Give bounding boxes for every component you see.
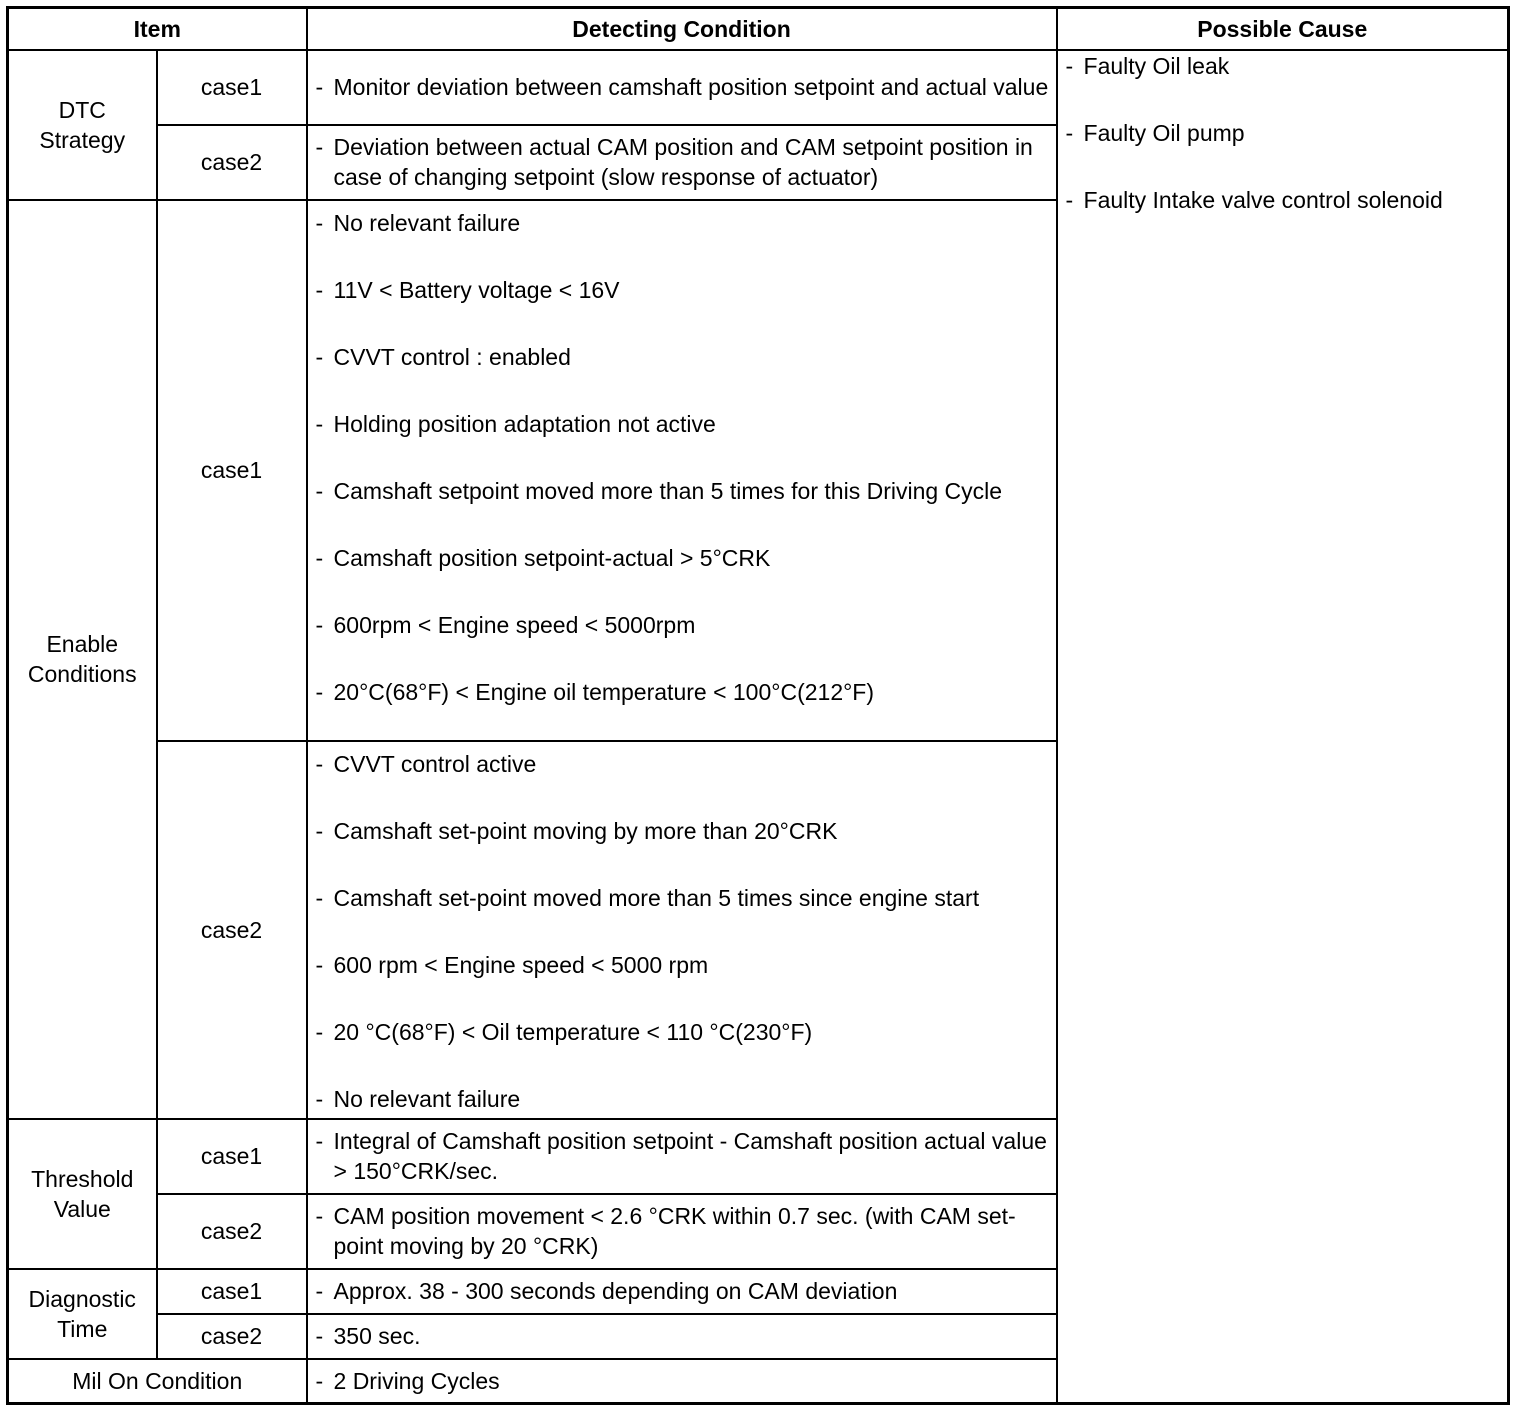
list-item: - CAM position movement < 2.6 °CRK within 0.7 sec. (with CAM set-point moving by 20 °CRK) [315,1203,1016,1259]
list-item: - Camshaft setpoint moved more than 5 times for this Driving Cycle [315,477,1003,504]
list-item: - 2 Driving Cycles [315,1367,500,1394]
dtc-strategy-label: DTC Strategy [8,50,157,200]
list-item: - Camshaft position setpoint-actual > 5°CRK [315,544,771,571]
threshold-case2-condition [307,1194,1057,1269]
list-item: - Deviation between actual CAM position and CAM setpoint position in case of changing setpoint (slow response of actuator) [315,134,1033,190]
list-item: - No relevant failure [315,1085,521,1112]
threshold-case1-label: case1 [157,1119,307,1194]
cause-item: - Faulty Oil leak [1065,52,1230,79]
header-detecting-condition: Detecting Condition [307,8,1057,50]
header-possible-cause: Possible Cause [1057,8,1509,50]
list-item: - 20°C(68°F) < Engine oil temperature < 100°C(212°F) [315,678,875,705]
dtc-case1-condition [307,50,1057,125]
diag-case1-label: case1 [157,1269,307,1314]
threshold-case2-label: case2 [157,1194,307,1269]
mil-on-condition-label: Mil On Condition [8,1359,307,1404]
cause-item: - Faulty Oil pump [1065,119,1245,146]
enable-case1-label: case1 [157,200,307,741]
diag-case2-condition [307,1314,1057,1359]
list-item: - 600rpm < Engine speed < 5000rpm [315,611,696,638]
enable-case2-conditions [307,741,1057,1119]
cause-item: - Faulty Intake valve control solenoid [1065,186,1443,213]
diag-case2-label: case2 [157,1314,307,1359]
diag-case1-condition [307,1269,1057,1314]
enable-conditions-label: Enable Conditions [8,200,157,1119]
diagnostic-time-label: Diagnostic Time [8,1269,157,1359]
list-item: - CVVT control active [315,750,537,777]
possible-cause-cell [1057,50,1509,1404]
possible-cause-list [1066,51,1508,1403]
list-item: - Monitor deviation between camshaft position setpoint and actual value [315,74,1049,100]
threshold-case1-condition [307,1119,1057,1194]
list-item: - CVVT control : enabled [315,343,571,370]
header-item: Item [8,8,307,50]
header-row [8,8,1509,50]
mil-condition [307,1359,1057,1404]
threshold-value-label: Threshold Value [8,1119,157,1269]
list-item: - Approx. 38 - 300 seconds depending on CAM deviation [315,1278,898,1304]
list-item: - Camshaft set-point moving by more than 20°CRK [315,817,838,844]
list-item: - 350 sec. [315,1323,421,1349]
dtc-case1-label: case1 [157,50,307,125]
list-item: - Holding position adaptation not active [315,410,716,437]
dtc-table [6,6,1510,1405]
dtc-case2-condition [307,125,1057,200]
dtc-case2-label: case2 [157,125,307,200]
list-item: - 20 °C(68°F) < Oil temperature < 110 °C(230°F) [315,1018,813,1045]
list-item: - Camshaft set-point moved more than 5 times since engine start [315,884,980,911]
list-item: - No relevant failure [315,209,521,236]
list-item: - Integral of Camshaft position setpoint - Camshaft position actual value > 150°CRK/sec. [315,1128,1047,1184]
list-item: - 600 rpm < Engine speed < 5000 rpm [315,951,709,978]
enable-case1-conditions [307,200,1057,741]
dtc-case1-row [8,50,1509,125]
enable-case2-label: case2 [157,741,307,1119]
list-item: - 11V < Battery voltage < 16V [315,276,620,303]
